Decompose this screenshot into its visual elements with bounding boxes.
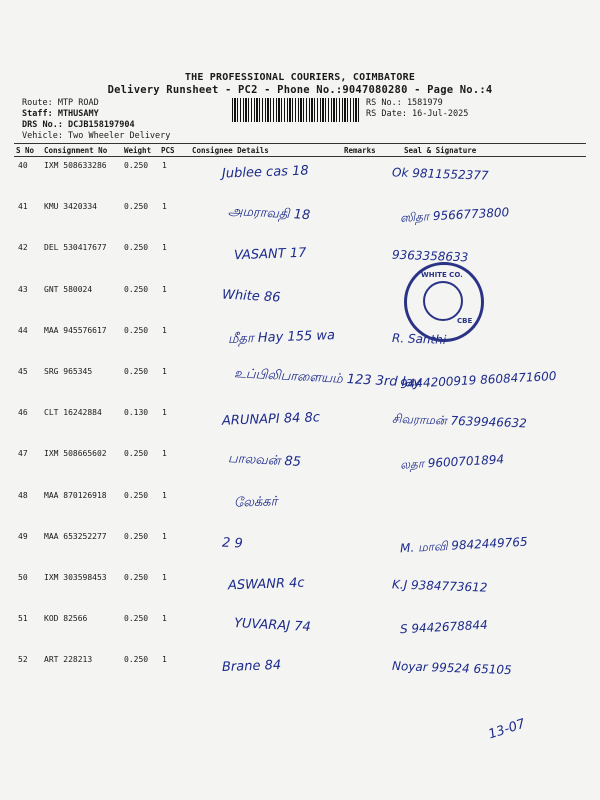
runsheet-subtitle: Delivery Runsheet - PC2 - Phone No.:9047080280 - Page No.:4 xyxy=(107,84,493,96)
col-header-pcs: PCS xyxy=(161,146,175,155)
row-weight: 0.250 xyxy=(124,573,149,582)
row-sno: 42 xyxy=(18,243,28,252)
col-header-signature: Seal & Signature xyxy=(404,146,477,155)
seal-stamp-inner xyxy=(423,281,463,321)
row-sno: 47 xyxy=(18,449,28,458)
row-pcs: 1 xyxy=(162,491,167,500)
seal-stamp xyxy=(404,262,484,342)
col-header-sno: S No xyxy=(16,146,35,155)
handwritten-footer-note: 13-07 xyxy=(486,716,528,743)
row-pcs: 1 xyxy=(162,367,167,376)
row-sno: 43 xyxy=(18,285,28,294)
row-consignment-no: MAA 870126918 xyxy=(44,491,107,500)
row-consignment-no: KOD 82566 xyxy=(44,614,88,623)
row-consignee-handwriting: ASWANR 4c xyxy=(227,575,305,594)
row-consignment-no: GNT 580024 xyxy=(44,285,93,294)
row-pcs: 1 xyxy=(162,655,167,664)
row-pcs: 1 xyxy=(162,408,167,417)
row-sno: 48 xyxy=(18,491,28,500)
row-weight: 0.250 xyxy=(124,614,149,623)
row-weight: 0.250 xyxy=(124,243,149,252)
row-consignee-handwriting: உப்பிலிபாளையம் 123 3rd lay xyxy=(233,366,422,391)
row-weight: 0.250 xyxy=(124,285,149,294)
row-consignment-no: SRG 965345 xyxy=(44,367,93,376)
row-consignment-no: KMU 3420334 xyxy=(44,202,97,211)
row-consignee-handwriting: லேக்கர் xyxy=(233,494,278,511)
col-header-remarks: Remarks xyxy=(344,146,376,155)
rs-date: RS Date: 16-Jul-2025 xyxy=(366,109,469,119)
row-sno: 44 xyxy=(18,326,28,335)
rs-number: RS No.: 1581979 xyxy=(366,98,443,108)
col-header-consignee: Consignee Details xyxy=(192,146,269,155)
row-pcs: 1 xyxy=(162,614,167,623)
row-consignment-no: DEL 530417677 xyxy=(44,243,107,252)
row-signature-handwriting: 9444200919 8608471600 xyxy=(399,368,557,392)
company-title: THE PROFESSIONAL COURIERS, COIMBATORE xyxy=(184,72,416,83)
row-pcs: 1 xyxy=(162,285,167,294)
row-sno: 49 xyxy=(18,532,28,541)
row-consignee-handwriting: VASANT 17 xyxy=(233,245,307,264)
seal-stamp-bottom-text: CBE xyxy=(457,317,473,325)
row-weight: 0.250 xyxy=(124,367,149,376)
route-label: Route: MTP ROAD xyxy=(22,98,99,108)
row-signature-handwriting: K.J 9384773612 xyxy=(391,577,488,595)
row-consignment-no: IXM 303598453 xyxy=(44,573,107,582)
row-signature-handwriting: 9363358633 xyxy=(391,247,469,265)
row-pcs: 1 xyxy=(162,532,167,541)
row-consignment-no: ART 228213 xyxy=(44,655,93,664)
col-header-weight: Weight xyxy=(124,146,152,155)
row-signature-handwriting: சிவராமன் 7639946632 xyxy=(391,411,528,431)
row-pcs: 1 xyxy=(162,326,167,335)
row-signature-handwriting: S 9442678844 xyxy=(399,617,489,637)
row-consignee-handwriting: அமராவதி 18 xyxy=(227,203,311,224)
row-consignment-no: MAA 945576617 xyxy=(44,326,107,335)
row-pcs: 1 xyxy=(162,449,167,458)
row-pcs: 1 xyxy=(162,243,167,252)
header-rule-top xyxy=(14,143,586,144)
row-signature-handwriting: ஸிதா 9566773800 xyxy=(399,205,510,225)
row-sno: 51 xyxy=(18,614,28,623)
row-weight: 0.250 xyxy=(124,161,149,170)
row-pcs: 1 xyxy=(162,202,167,211)
drs-number: DRS No.: DCJB158197904 xyxy=(22,120,135,130)
row-sno: 46 xyxy=(18,408,28,417)
row-consignment-no: MAA 653252277 xyxy=(44,532,107,541)
row-consignee-handwriting: YUVARAJ 74 xyxy=(233,616,312,635)
row-signature-handwriting: M. மாவி 9842449765 xyxy=(399,534,528,556)
row-consignee-handwriting: 2 9 xyxy=(221,535,244,552)
header-rule-bottom xyxy=(14,156,586,157)
row-weight: 0.250 xyxy=(124,449,149,458)
row-sno: 50 xyxy=(18,573,28,582)
vehicle-label: Vehicle: Two Wheeler Delivery xyxy=(22,131,171,141)
row-pcs: 1 xyxy=(162,161,167,170)
row-pcs: 1 xyxy=(162,573,167,582)
row-consignee-handwriting: White 86 xyxy=(221,287,281,306)
row-weight: 0.250 xyxy=(124,491,149,500)
row-signature-handwriting: லதா 9600701894 xyxy=(399,452,505,472)
row-consignee-handwriting: Brane 84 xyxy=(221,657,282,676)
row-signature-handwriting: R. Santhi xyxy=(391,331,447,347)
row-consignee-handwriting: Jublee cas 18 xyxy=(221,163,309,182)
staff-label: Staff: MTHUSAMY xyxy=(22,109,99,119)
row-consignment-no: CLT 16242884 xyxy=(44,408,102,417)
barcode xyxy=(232,98,360,122)
row-sno: 40 xyxy=(18,161,28,170)
row-signature-handwriting: Noyar 99524 65105 xyxy=(391,658,512,678)
row-sno: 52 xyxy=(18,655,28,664)
row-sno: 45 xyxy=(18,367,28,376)
row-weight: 0.250 xyxy=(124,655,149,664)
row-weight: 0.250 xyxy=(124,326,149,335)
row-consignment-no: IXM 508665602 xyxy=(44,449,107,458)
row-weight: 0.130 xyxy=(124,408,149,417)
row-consignment-no: IXM 508633286 xyxy=(44,161,107,170)
row-weight: 0.250 xyxy=(124,202,149,211)
row-consignee-handwriting: ARUNAPI 84 8c xyxy=(221,410,321,429)
seal-stamp-top-text: WHITE CO. xyxy=(421,271,463,279)
row-weight: 0.250 xyxy=(124,532,149,541)
row-sno: 41 xyxy=(18,202,28,211)
row-signature-handwriting: Ok 9811552377 xyxy=(391,165,489,183)
row-consignee-handwriting: பாலவன் 85 xyxy=(227,451,302,470)
col-header-consignment: Consignment No xyxy=(44,146,108,155)
row-consignee-handwriting: மீதா Hay 155 wa xyxy=(227,328,336,347)
